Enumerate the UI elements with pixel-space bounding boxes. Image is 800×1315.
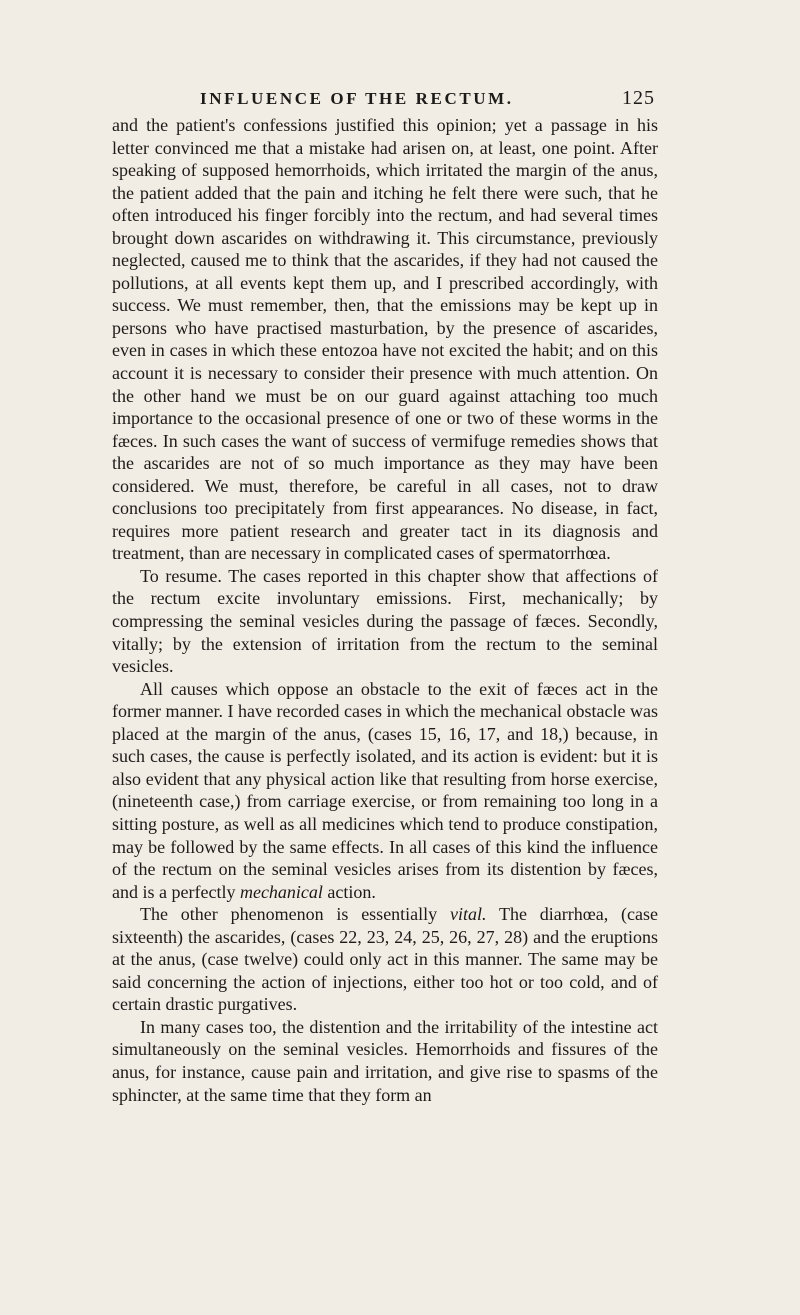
paragraph-5: In many cases too, the distention and the irritability of the intestine act simultaneously on the seminal vesicles. Hemorrhoids and fissures of the anus, for instance, cause pain and irritation, and give rise to spasms of the sphincter, at the same time that they form an	[112, 1016, 658, 1105]
paragraph-2: To resume. The cases reported in this chapter show that affections of the rectum excite involuntary emissions. First, mechanically; by compressing the seminal vesicles during the passage of fæces. Secondly, vitally; by the extension of irritation from the rectum to the seminal vesicles.	[112, 565, 658, 677]
paragraph-1: and the patient's confessions justified this opinion; yet a passage in his letter convinced me that a mistake had arisen on, at least, one point. After speaking of supposed hemorrhoids, which irritated the margin of the anus, the patient added that the pain and itching he felt there were such, that he often introduced his finger forcibly into the rectum, and had several times brought down ascarides on withdrawing it. This circumstance, previously neglected, caused me to think that the ascarides, if they had not caused the pollutions, at all events kept them up, and I prescribed accordingly, with success. We must remember, then, that the emissions may be kept up in persons who have practised masturbation, by the presence of ascarides, even in cases in which these entozoa have not excited the habit; and on this account it is necessary to consider their presence with much attention. On the other hand we must be on our guard against attaching too much importance to the occasional presence of one or two of these worms in the fæces. In such cases the want of success of vermifuge remedies shows that the ascarides are not of so much importance as they may have been considered. We must, therefore, be careful in all cases, not to draw conclusions too precipitately from first appearances. No disease, in fact, requires more patient research and greater tact in its diagnosis and treatment, than are necessary in complicated cases of spermatorrhœa.	[112, 115, 658, 564]
body-text	[112, 114, 658, 1106]
emphasis-vital: vital.	[449, 904, 487, 925]
paragraph-4-text: The other phenomenon is essentially	[140, 904, 438, 925]
paragraph-3	[112, 678, 658, 903]
running-title: INFLUENCE OF THE RECTUM.	[200, 89, 514, 108]
emphasis-mechanical: mechanical	[239, 881, 323, 902]
page-number: 125	[622, 87, 655, 109]
paragraph-4	[112, 903, 658, 1016]
paragraph-3-text: All causes which oppose an obstacle to the exit of fæces act in the former manner. I have recorded cases in which the mechanical obstacle was placed at the margin of the anus, (cases 15, 16, 17, and 18,) because, in such cases, the cause is perfectly isolated, and its action is evident: but it is also evident that any physical action like that resulting from horse exercise, (nineteenth case,) from carriage exercise, or from remaining too long in a sitting posture, as well as all medicines which tend to produce constipation, may be followed by the same effects. In all cases of this kind the influence of the rectum on the seminal vesicles arises from its distention by fæces, and is a perfectly	[112, 678, 658, 902]
paragraph-4-rest: The diarrhœa, (case sixteenth) the ascarides, (cases 22, 23, 24, 25, 26, 27, 28) and the eruptions at the anus, (case twelve) could only act in this manner. The same may be said concerning the action of injections, either too hot or too cold, and of certain drastic purgatives.	[112, 904, 659, 1015]
paragraph-3-end: action.	[322, 881, 376, 902]
page-header	[200, 87, 655, 110]
